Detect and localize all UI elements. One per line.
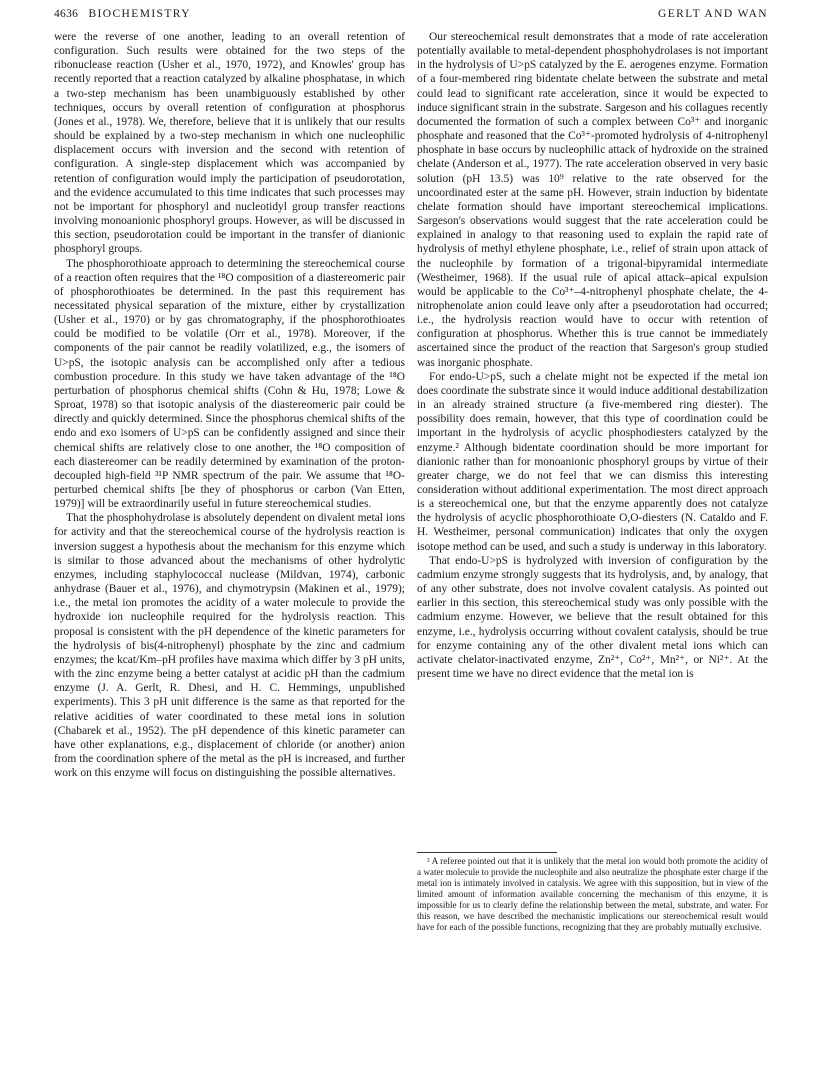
- left-column: [54, 30, 405, 780]
- paragraph: For endo-U>pS, such a chelate might not be expected if the metal ion does coordinate the substrate since it would induce additional destabilization in an already strained structure (a five-membered ring diester). The possibility does remain, however, that this type of coordination could be important in the hydrolysis of acyclic phosphodiesters catalyzed by the enzyme.² Although bidentate coordination should be more important for dianionic rather than for monoanionic phosphoryl groups by virtue of their greater charge, we do not feel that we can dismiss this interesting consideration without additional experimentation. The most direct approach is a stereochemical one, but that the enzyme apparently does not catalyze the hydrolysis of acyclic phosphorothioate O,O-diesters (N. Cataldo and F. H. Westheimer, personal communication) indicates that only the oxygen isotope method can be used, and such a study is underway in this laboratory.: [417, 370, 768, 553]
- footnote: [417, 856, 768, 933]
- paragraph: were the reverse of one another, leading to an overall retention of configuration. Such results were obtained for the two steps of the ribonuclease reaction (Usher et al., 1970, 1972), and Knowles' group has recently reported that a reaction catalyzed by alkaline phosphatase, in which a two-step mechanism has been unambiguously established by other techniques, occurs by overall retention of configuration at phosphorus (Jones et al., 1978). We, therefore, believe that it is unlikely that our results should be explained by a two-step mechanism in which one nucleophilic displacement occurs with inversion and the second with retention of configuration. A single-step displacement which was accompanied by retention of configuration would imply the participation of pseudorotation, and the evidence accumulated to this time indicates that such processes may not be important for phosphoryl and nucleotidyl group transfer reactions involving monoanionic phosphoryl groups. However, as will be discussed in this section, pseudorotation could be important in the transfer of dianionic phosphoryl groups.: [54, 31, 405, 256]
- paragraph: Our stereochemical result demonstrates that a mode of rate acceleration potentially available to metal-dependent phosphohydrolases is not important in the hydrolysis of U>pS catalyzed by the E. aerogenes enzyme. Formation of a four-membered ring bidentate chelate between the substrate and metal could lead to significant rate acceleration, since it would be expected to induce significant strain in the substrate. Sargeson and his collagues recently documented the formation of such a complex between Co³⁺ and inorganic phosphate and reasoned that the Co³⁺-promoted hydrolysis of 4-nitrophenyl phosphate in base occurs by nucleophilic attack of hydroxide on the strained chelate (Anderson et al., 1977). The rate acceleration observed in very basic solution (pH 13.5) was 10⁹ relative to the rate observed for the uncoordinated ester at the same pH. However, strain induction by bidentate chelate formation should have important stereochemical implications. Sargeson's observations would suggest that the rate acceleration could be explained in analogy to that reasoning used to explain the rapid rate of hydrolysis of methyl ethylene phosphate, i.e., relief of strain upon attack of the nucleophile by formation of a trigonal-bipyramidal intermediate (Westheimer, 1968). If the usual rule of apical attack–apical expulsion would be applicable to the Co³⁺–4-nitrophenyl phosphate chelate, the 4-nitrophenolate anion could leave only after a pseudorotation had occurred; i.e., the hydrolysis reaction would have to occur with retention of configuration at phosphorus. Whether this is true cannot be immediately ascertained since the product of the reaction that Sargeson's group studied was inorganic phosphate.: [417, 31, 768, 369]
- footnote-text: ² A referee pointed out that it is unlikely that the metal ion would both promote the acidity of a water molecule to provide the nucleophile and also neutralize the phosphate ester charge if the metal ion is intimately involved in catalysis. We agree with this supposition, but in view of the limited amount of information available concerning the mechanism of this enzyme, it is impossible for us to clearly define the relationship between the metal, substrate, and water. For this reason, we have described the mechanistic implications our stereochemical result would have for each of the possible functions, recognizing that they are probably mutually exclusive.: [417, 856, 768, 933]
- footnote-divider: [417, 852, 557, 853]
- paragraph: That endo-U>pS is hydrolyzed with inversion of configuration by the cadmium enzyme strongly suggests that its hydrolysis, and, by analogy, that of any other substrate, does not involve covalent catalysis. As pointed out earlier in this section, this stereochemical study was only possible with the cadmium enzyme. However, we believe that the result obtained for this enzyme, i.e., hydrolysis occurring without covalent catalysis, should be true for enzyme containing any of the other divalent metal ions which can activate chelator-inactivated enzyme, Zn²⁺, Co²⁺, Mn²⁺, or Ni²⁺. At the present time we have no direct evidence that the metal ion is: [417, 554, 768, 681]
- paragraph: That the phosphohydrolase is absolutely dependent on divalent metal ions for activity and that the stereochemical course of the hydrolysis reaction is inversion suggest a hypothesis about the mechanism for this enzyme which is similar to those advanced about the mechanisms of other hydrolytic enzymes, including staphylococcal nuclease (Mildvan, 1974), carbonic anhydrase (Bauer et al., 1976), and chymotrypsin (Makinen et al., 1979); i.e., the metal ion promotes the acidity of a water molecule to provide the hydroxide ion nucleophile required for the hydrolysis reaction. This proposal is consistent with the pH dependence of the kinetic parameters for the hydrolysis of bis(4-nitrophenyl) phosphate by the zinc and cadmium enzymes; the kcat/Km–pH profiles have maxima which differ by 3 pH units, with the zinc enzyme being a better catalyst at acidic pH than the cadmium enzyme (J. A. Gerlt, R. Dhesi, and H. C. Hemmings, unpublished experiments). This 3 pH unit difference is the same as that reported for the relative acidities of water coordinated to these metal ions in solution (Chabarek et al., 1952). The pH dependence of this kinetic parameter can have other explanations, e.g., displacement of chloride (or another) anion from the coordination sphere of the metal as the pH is increased, and further work on this enzyme will focus on distinguishing the possible alternatives.: [54, 512, 405, 780]
- running-header: [54, 8, 768, 24]
- page-number: 4636: [54, 8, 79, 20]
- right-column: [417, 30, 768, 681]
- journal-name: BIOCHEMISTRY: [88, 8, 191, 20]
- paragraph: The phosphorothioate approach to determining the stereochemical course of a reaction often requires that the ¹⁸O composition of a diastereomeric pair of phosphorothioates be determined. In the past this requirement has necessitated physical separation of the mixture, either by crystallization (Usher et al., 1970) or by gas chromatography, if the phosphorothioates could be modified to be volatile (Orr et al., 1978). Moreover, if the components of the pair cannot be readily volatilized, e.g., the isomers of U>pS, the isotopic analysis can be accomplished only after a tedious combustion procedure. In this study we have taken advantage of the ¹⁸O perturbation of phosphorus chemical shifts (Cohn & Hu, 1978; Lowe & Sproat, 1978) so that isotopic analysis of the diastereomeric pair could be directly and quickly determined. Since the phosphorus chemical shifts of the endo and exo isomers of U>pS can be confidently assigned and since their chemical shifts are relatively close to one another, the ¹⁸O composition of each diastereomer can be readily determined by examination of the proton-decoupled high-field ³¹P NMR spectrum of the pair. We assume that ¹⁸O-perturbed chemical shifts [be they of phosphorus or carbon (Van Etten, 1979)] will be extraordinarily useful in future stereochemical studies.: [54, 257, 405, 511]
- header-left: [54, 8, 191, 20]
- header-authors: GERLT AND WAN: [658, 8, 768, 20]
